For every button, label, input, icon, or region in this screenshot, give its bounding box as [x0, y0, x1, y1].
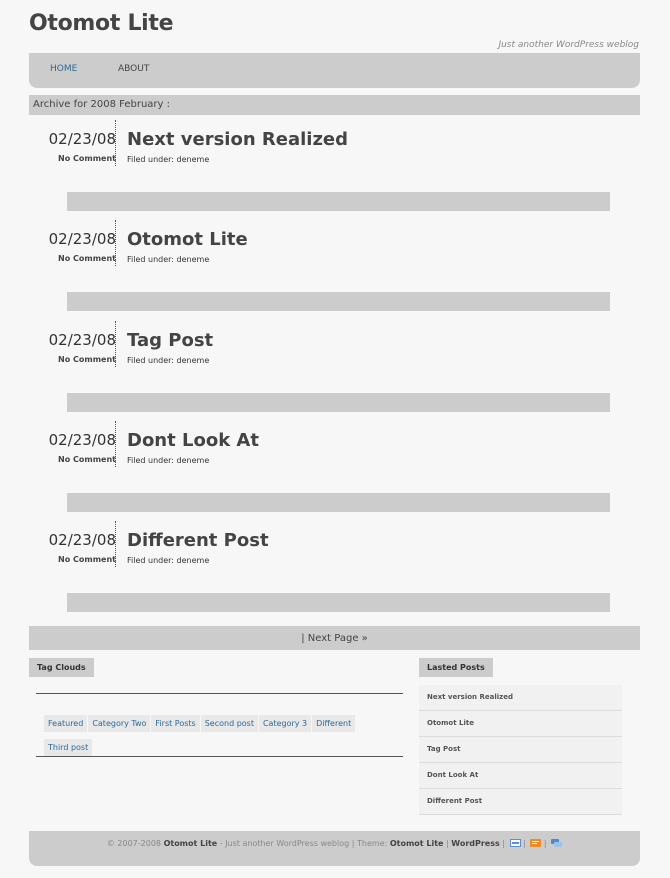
post-separator	[67, 493, 610, 512]
post-divider	[115, 521, 116, 567]
archive-title: Archive for 2008 February :	[33, 99, 171, 110]
pagination-bar	[29, 626, 640, 650]
latest-post-link[interactable]: Tag Post	[419, 737, 622, 763]
post-date: 02/23/08	[48, 230, 116, 248]
tag-link[interactable]: Category Two	[88, 715, 150, 732]
site-tagline: Just another WordPress weblog	[498, 40, 639, 50]
post-category-link[interactable]: deneme	[176, 255, 210, 264]
footer-site-link[interactable]: Otomot Lite	[163, 839, 218, 848]
post-comments-link[interactable]: No Comment	[58, 254, 116, 263]
comments-icon[interactable]	[551, 839, 562, 847]
post-divider	[115, 120, 116, 166]
post-category-link[interactable]: deneme	[176, 155, 210, 164]
tag-link[interactable]: Third post	[44, 739, 92, 756]
footer-icon-separator: |	[523, 839, 526, 848]
post-entry	[29, 321, 640, 393]
post-separator	[67, 192, 610, 211]
post-date: 02/23/08	[48, 531, 116, 549]
latest-post-link[interactable]: Dont Look At	[419, 763, 622, 789]
post-entry	[29, 120, 640, 192]
post-entry	[29, 521, 640, 593]
post-comments-link[interactable]: No Comment	[58, 555, 116, 564]
latest-post-link[interactable]: Different Post	[419, 789, 622, 815]
archive-header	[29, 95, 640, 115]
pagination	[29, 633, 640, 644]
post-date: 02/23/08	[48, 331, 116, 349]
post-divider	[115, 220, 116, 266]
post-separator	[67, 393, 610, 412]
post-separator	[67, 593, 610, 612]
latest-post-link[interactable]: Next version Realized	[419, 685, 622, 711]
tag-cloud	[44, 711, 384, 759]
footer-icon-separator: |	[502, 839, 505, 848]
post-filed-under	[127, 356, 209, 365]
footer-wordpress-link[interactable]: WordPress	[451, 839, 500, 848]
latest-posts-list	[419, 685, 622, 815]
filed-label: Filed under:	[127, 456, 174, 465]
tag-link[interactable]: First Posts	[151, 715, 199, 732]
post-title-link[interactable]: Tag Post	[127, 330, 214, 351]
footer-copyright: © 2007-2008	[106, 839, 162, 848]
post-filed-under	[127, 155, 209, 164]
post-category-link[interactable]: deneme	[176, 356, 210, 365]
footer	[29, 831, 640, 866]
post-title-link[interactable]: Next version Realized	[127, 129, 349, 150]
latest-posts-heading: Lasted Posts	[419, 658, 493, 677]
post-category-link[interactable]: deneme	[176, 556, 210, 565]
post-comments-link[interactable]: No Comment	[58, 154, 116, 163]
tag-link[interactable]: Different	[312, 715, 355, 732]
main-navigation	[29, 53, 640, 88]
post-divider	[115, 321, 116, 367]
nav-home[interactable]: HOME	[50, 64, 78, 74]
footer-credits	[29, 839, 640, 848]
post-title-link[interactable]: Different Post	[127, 530, 269, 551]
post-title-link[interactable]: Otomot Lite	[127, 229, 248, 250]
post-entry	[29, 421, 640, 493]
footer-icon-separator: |	[543, 839, 547, 848]
nav-about[interactable]: ABOUT	[118, 64, 150, 74]
tag-cloud-bottom-rule	[36, 756, 403, 757]
tag-cloud-heading: Tag Clouds	[29, 658, 94, 677]
post-date: 02/23/08	[48, 130, 116, 148]
post-divider	[115, 421, 116, 467]
footer-separator: |	[446, 839, 449, 848]
filed-label: Filed under:	[127, 356, 174, 365]
filed-label: Filed under:	[127, 556, 174, 565]
post-title-link[interactable]: Dont Look At	[127, 430, 259, 451]
footer-tagline: - Just another WordPress weblog | Theme:	[219, 839, 388, 848]
latest-post-link[interactable]: Otomot Lite	[419, 711, 622, 737]
xhtml-valid-icon[interactable]	[510, 839, 521, 847]
post-comments-link[interactable]: No Comment	[58, 455, 116, 464]
tag-link[interactable]: Featured	[44, 715, 87, 732]
next-page-link[interactable]: Next Page »	[307, 633, 368, 644]
filed-label: Filed under:	[127, 155, 174, 164]
post-comments-link[interactable]: No Comment	[58, 355, 116, 364]
footer-theme-link[interactable]: Otomot Lite	[389, 839, 444, 848]
tag-cloud-top-rule	[36, 693, 403, 694]
tag-link[interactable]: Category 3	[259, 715, 311, 732]
post-entry	[29, 220, 640, 292]
filed-label: Filed under:	[127, 255, 174, 264]
post-filed-under	[127, 255, 209, 264]
post-separator	[67, 292, 610, 311]
site-title[interactable]: Otomot Lite	[29, 11, 174, 36]
post-filed-under	[127, 556, 209, 565]
post-date: 02/23/08	[48, 431, 116, 449]
rss-feed-icon[interactable]	[530, 839, 541, 847]
pagination-separator: |	[301, 633, 305, 644]
post-filed-under	[127, 456, 209, 465]
post-category-link[interactable]: deneme	[176, 456, 210, 465]
tag-link[interactable]: Second post	[201, 715, 258, 732]
